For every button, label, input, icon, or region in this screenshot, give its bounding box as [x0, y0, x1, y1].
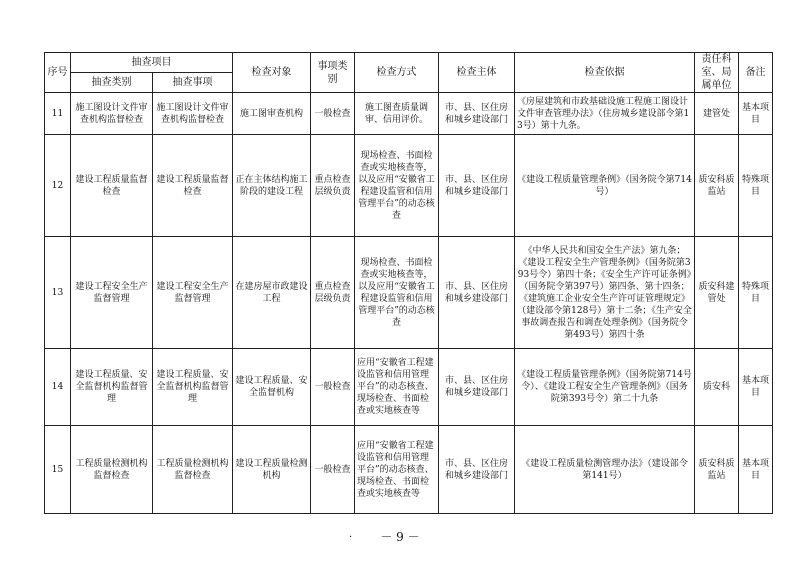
cell-method: 现场检查、书面检查或实地核查等，以及应用“安徽省工程建设监管和信用管理平台”的动态核查 [355, 135, 439, 237]
header-target: 检查对象 [233, 53, 311, 93]
header-group: 抽查项目 [71, 53, 233, 73]
table-row [45, 237, 773, 349]
cell-note: 基本项目 [739, 93, 773, 135]
cell-dept: 质安科 [695, 349, 739, 426]
header-subject: 检查主体 [439, 53, 515, 93]
header-seq: 序号 [45, 53, 71, 93]
cell-category: 建设工程质量、安全监督机构监督管理 [71, 349, 153, 426]
cell-target: 在建房屋市政建设工程 [233, 237, 311, 349]
table-row [45, 349, 773, 426]
cell-type: 一般检查 [311, 93, 355, 135]
cell-dept: 质安科质监站 [695, 426, 739, 514]
cell-method: 现场检查、书面检查或实地核查等，以及应用“安徽省工程建设监管和信用管理平台”的动态核查 [355, 237, 439, 349]
cell-type: 一般检查 [311, 349, 355, 426]
cell-seq: 11 [45, 93, 71, 135]
cell-item: 工程质量检测机构监督检查 [153, 426, 233, 514]
cell-seq: 14 [45, 349, 71, 426]
cell-basis: 《房屋建筑和市政基础设施工程施工图设计文件审查管理办法》（住房城乡建设部令第13号）第十九条。 [515, 93, 695, 135]
cell-target: 施工图审查机构 [233, 93, 311, 135]
header-category: 抽查类别 [71, 73, 153, 93]
cell-subject: 市、县、区住房和城乡建设部门 [439, 349, 515, 426]
cell-target: 建设工程质量检测机构 [233, 426, 311, 514]
cell-subject: 市、县、区住房和城乡建设部门 [439, 237, 515, 349]
cell-method: 施工图查质量调审、信用评价。 [355, 93, 439, 135]
cell-note: 基本项目 [739, 349, 773, 426]
cell-target: 正在主体结构施工阶段的建设工程 [233, 135, 311, 237]
cell-category: 施工图设计文件审查机构监督检查 [71, 93, 153, 135]
cell-subject: 市、县、区住房和城乡建设部门 [439, 93, 515, 135]
header-type: 事项类别 [311, 53, 355, 93]
page-number: － 9 － [380, 530, 420, 544]
cell-category: 工程质量检测机构监督检查 [71, 426, 153, 514]
cell-item: 建设工程质量监督检查 [153, 135, 233, 237]
cell-category: 建设工程质量监督检查 [71, 135, 153, 237]
cell-note: 特殊项目 [739, 135, 773, 237]
cell-category: 建设工程安全生产监督管理 [71, 237, 153, 349]
cell-seq: 13 [45, 237, 71, 349]
cell-method: 应用“安徽省工程建设监管和信用管理平台”的动态核查、现场检查、书面检查或实地核查等 [355, 349, 439, 426]
cell-method: 应用“安徽省工程建设监管和信用管理平台”的动态核查、现场检查、书面检查或实地核查等 [355, 426, 439, 514]
cell-item: 建设工程安全生产监督管理 [153, 237, 233, 349]
cell-type: 重点检查层级负责 [311, 135, 355, 237]
cell-basis: 《中华人民共和国安全生产法》第九条；《建设工程安全生产管理条例》（国务院第393号令）第四十条；《安全生产许可证条例》（国务院令第397号）第四条、第十四条；《建筑施工企业安全生产许可证管理规定》（建设部令第128号）第十二条；《生产安全事故调查报告和调查处理条例》（国务院令第493号）第四十条 [515, 237, 695, 349]
table-row [45, 135, 773, 237]
cell-basis: 《建设工程质量管理条例》（国务院令第714号） [515, 135, 695, 237]
cell-type: 重点检查层级负责 [311, 237, 355, 349]
cell-subject: 市、县、区住房和城乡建设部门 [439, 426, 515, 514]
cell-basis: 《建设工程质量管理条例》（国务院第714号令）、《建设工程安全生产管理条例》（国务院第393号令）第二十九条 [515, 349, 695, 426]
cell-dept: 质安科建管处 [695, 237, 739, 349]
cell-basis: 《建设工程质量检测管理办法》（建设部令第141号） [515, 426, 695, 514]
cell-seq: 15 [45, 426, 71, 514]
header-dept: 责任科室、局属单位 [695, 53, 739, 93]
cell-seq: 12 [45, 135, 71, 237]
table-row [45, 426, 773, 514]
inspection-table [44, 52, 773, 514]
table-row [45, 93, 773, 135]
footer-dot: · [349, 532, 353, 543]
header-note: 备注 [739, 53, 773, 93]
header-basis: 检查依据 [515, 53, 695, 93]
cell-dept: 建管处 [695, 93, 739, 135]
header-item: 抽查事项 [153, 73, 233, 93]
cell-item: 施工图设计文件审查机构监督检查 [153, 93, 233, 135]
cell-item: 建设工程质量、安全监督机构监督管理 [153, 349, 233, 426]
cell-dept: 质安科质监站 [695, 135, 739, 237]
cell-note: 特殊项目 [739, 237, 773, 349]
cell-target: 建设工程质量、安全监督机构 [233, 349, 311, 426]
cell-note: 基本项目 [739, 426, 773, 514]
cell-type: 一般检查 [311, 426, 355, 514]
header-method: 检查方式 [355, 53, 439, 93]
cell-subject: 市、县、区住房和城乡建设部门 [439, 135, 515, 237]
